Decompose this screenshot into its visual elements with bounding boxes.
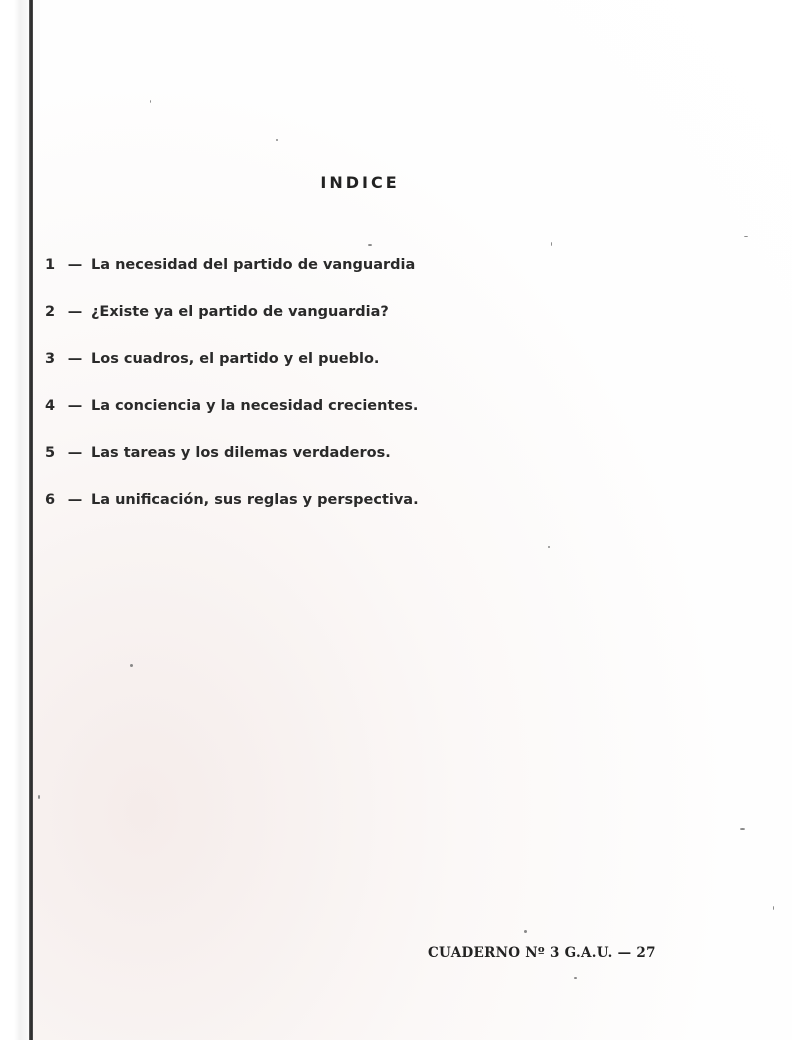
scan-speck (551, 242, 552, 246)
scan-speck (744, 236, 748, 237)
toc-item-number: 5 (45, 445, 56, 461)
toc-item-separator: — (67, 398, 83, 414)
toc-item-number: 2 (45, 304, 56, 320)
scan-speck (276, 139, 278, 141)
toc-item-separator: — (67, 492, 83, 508)
toc-item-6 (45, 492, 545, 539)
scan-speck (574, 977, 577, 979)
toc-item-number: 4 (45, 398, 56, 414)
toc-item-text: La conciencia y la necesidad crecientes. (91, 398, 419, 414)
toc-item-separator: — (67, 304, 83, 320)
toc-item-text: La necesidad del partido de vanguardia (91, 257, 416, 273)
toc-item-5 (45, 445, 545, 492)
scan-speck (150, 100, 151, 103)
toc-item-separator: — (67, 257, 83, 273)
toc-item-text: ¿Existe ya el partido de vanguardia? (91, 304, 389, 320)
page-footer: CUADERNO Nº 3 G.A.U. — 27 (428, 945, 656, 961)
scan-speck (740, 828, 745, 830)
page-binding-shadow (29, 0, 33, 1040)
scan-speck (773, 906, 774, 910)
toc-item-separator: — (67, 351, 83, 367)
toc-item-number: 3 (45, 351, 56, 367)
toc-item-2 (45, 304, 545, 351)
index-title: INDICE (320, 173, 400, 192)
toc-item-text: Las tareas y los dilemas verdaderos. (91, 445, 391, 461)
scan-speck (524, 930, 527, 933)
table-of-contents (45, 257, 545, 539)
page-binding-edge (0, 0, 30, 1040)
toc-item-text: La unificación, sus reglas y perspectiva. (91, 492, 419, 508)
toc-item-number: 1 (45, 257, 56, 273)
toc-item-number: 6 (45, 492, 56, 508)
scan-speck (548, 546, 550, 548)
scan-speck (38, 795, 40, 799)
toc-item-separator: — (67, 445, 83, 461)
toc-item-text: Los cuadros, el partido y el pueblo. (91, 351, 380, 367)
scan-speck (368, 244, 372, 246)
toc-item-1 (45, 257, 545, 304)
toc-item-4 (45, 398, 545, 445)
toc-item-3 (45, 351, 545, 398)
scan-speck (130, 664, 133, 667)
